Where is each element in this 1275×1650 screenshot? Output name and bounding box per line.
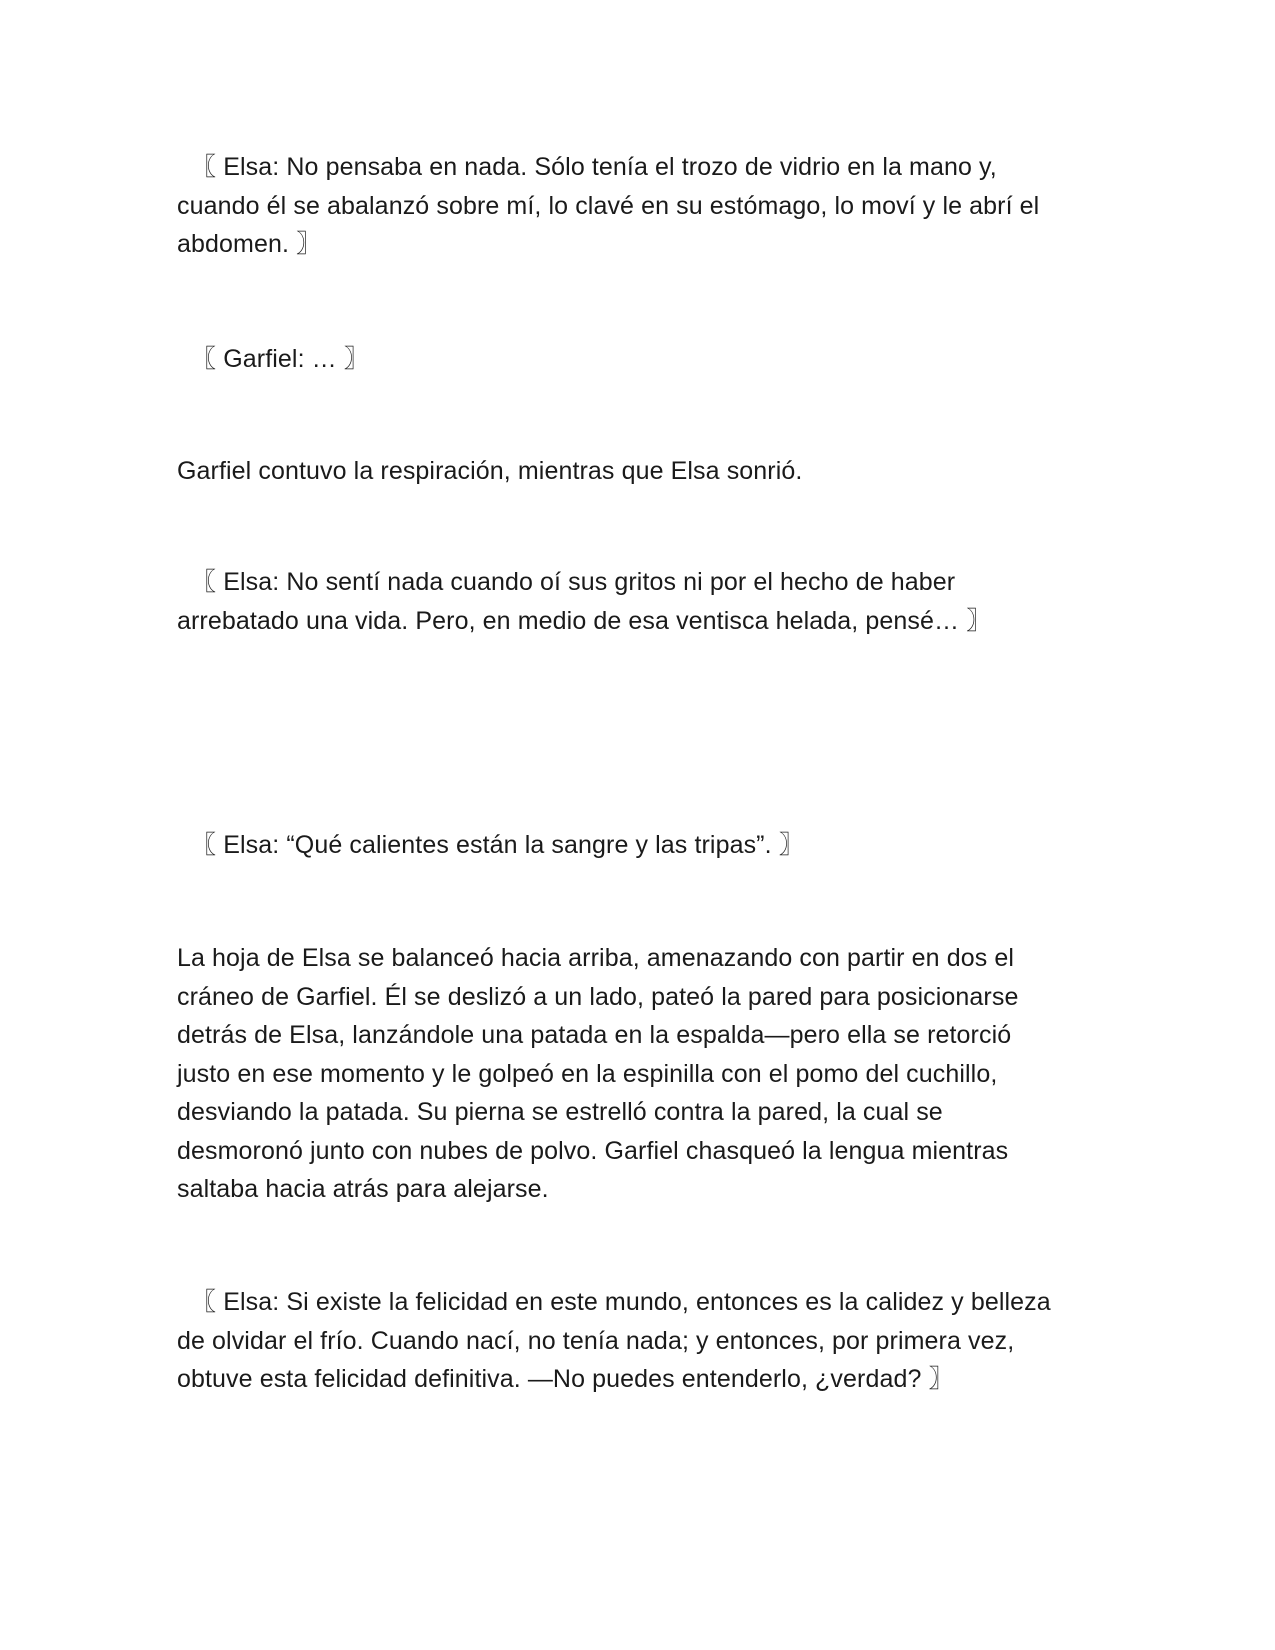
text-line: Garfiel contuvo la respiración, mientras que Elsa sonrió. bbox=[177, 457, 803, 485]
text-line: detrás de Elsa, lanzándole una patada en la espalda—pero ella se retorció bbox=[177, 1021, 1012, 1049]
text-line: cuando él se abalanzó sobre mí, lo clavé en su estómago, lo moví y le abrí el bbox=[177, 191, 1040, 220]
text-line: 〖 Garfiel: … 〗 bbox=[177, 345, 369, 373]
dialogue-paragraph-garfiel bbox=[177, 340, 1087, 379]
narration-paragraph-2 bbox=[177, 939, 1087, 1209]
text-line: La hoja de Elsa se balanceó hacia arriba, amenazando con partir en dos el bbox=[177, 944, 1015, 972]
dialogue-paragraph-elsa-2 bbox=[177, 563, 1087, 640]
text-line: 〖 Elsa: Si existe la felicidad en este mundo, entonces es la calidez y belleza bbox=[177, 1288, 1051, 1316]
text-line: desmoronó junto con nubes de polvo. Garfiel chasqueó la lengua mientras bbox=[177, 1136, 1009, 1165]
text-line: desviando la patada. Su pierna se estrelló contra la pared, la cual se bbox=[177, 1098, 943, 1126]
dialogue-paragraph-elsa-1 bbox=[177, 148, 1087, 264]
text-line: 〖 Elsa: No sentí nada cuando oí sus gritos ni por el hecho de haber bbox=[177, 568, 956, 596]
dialogue-paragraph-elsa-3 bbox=[177, 826, 1087, 865]
text-line: saltaba hacia atrás para alejarse. bbox=[177, 1175, 549, 1203]
text-line: arrebatado una vida. Pero, en medio de esa ventisca helada, pensé… 〗 bbox=[177, 606, 992, 635]
text-line: 〖 Elsa: “Qué calientes están la sangre y las tripas”. 〗 bbox=[177, 831, 804, 859]
dialogue-paragraph-elsa-4 bbox=[177, 1283, 1087, 1399]
narration-paragraph-1 bbox=[177, 452, 1087, 491]
text-line: 〖 Elsa: No pensaba en nada. Sólo tenía el trozo de vidrio en la mano y, bbox=[177, 153, 997, 181]
text-line: cráneo de Garfiel. Él se deslizó a un lado, pateó la pared para posicionarse bbox=[177, 982, 1019, 1011]
text-line: de olvidar el frío. Cuando nací, no tenía nada; y entonces, por primera vez, bbox=[177, 1326, 1015, 1355]
text-line: justo en ese momento y le golpeó en la espinilla con el pomo del cuchillo, bbox=[177, 1059, 998, 1088]
text-line: abdomen. 〗 bbox=[177, 230, 322, 258]
text-line: obtuve esta felicidad definitiva. —No puedes entenderlo, ¿verdad? 〗 bbox=[177, 1365, 954, 1393]
